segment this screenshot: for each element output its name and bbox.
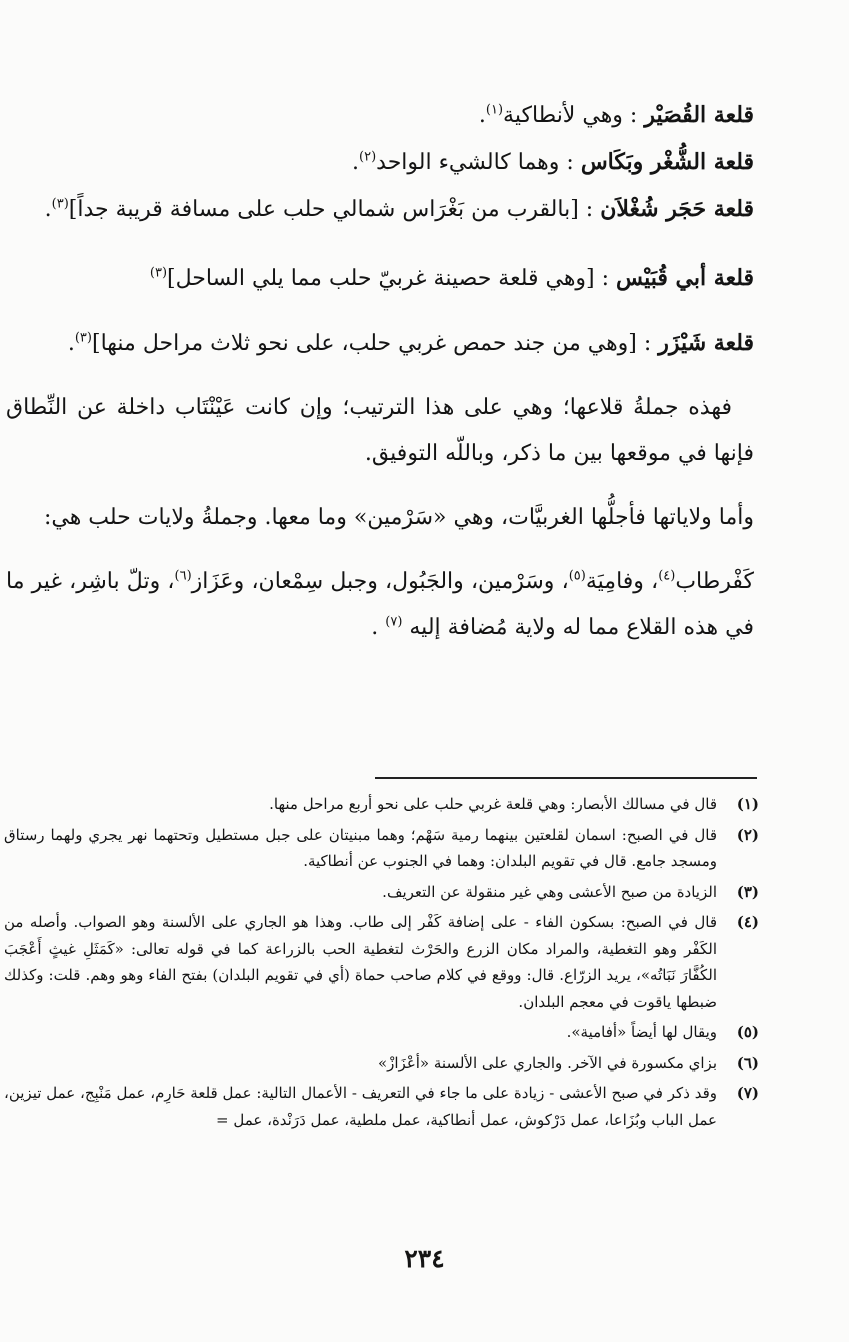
main-text <box>6 92 754 651</box>
punctuation: . <box>478 103 486 128</box>
footnote-item <box>4 1019 759 1046</box>
paragraph-text: : وهي لأنطاكية <box>503 103 638 128</box>
paragraph-text: : [وهي من جند حمص غربي حلب، على نحو ثلاث مراحل منها] <box>91 331 652 356</box>
paragraph-shughr <box>6 139 754 186</box>
footnote-text: الزيادة من صبح الأعشى وهي غير منقولة عن التعريف. <box>382 882 717 901</box>
punctuation: . <box>352 150 359 175</box>
footnote-item <box>4 1080 759 1133</box>
punctuation: . <box>44 197 52 222</box>
footnote-text: بزاي مكسورة في الآخر. والجاري على الألسنة «أعْزَازْ» <box>377 1053 717 1072</box>
footnote-ref: (٣) <box>149 265 168 281</box>
fortress-name: قلعة شَيْزَر <box>658 330 754 356</box>
paragraph-text: فهذه جملةُ قلاعها؛ وهي على هذا الترتيب؛ وإن كانت عَيْنْتَاب داخلة عن النِّطاق فإنها في موقعها بين ما ذكر، وباللّه التوفيق. <box>6 395 754 466</box>
footnote-ref: (١) <box>485 102 504 118</box>
paragraph-text: : [وهي قلعة حصينة غربيّ حلب مما يلي الساحل] <box>167 266 610 291</box>
footnote-text: قال في الصبح: بسكون الفاء - على إضافة كَفْر إلى طاب. وهذا هو الجاري على الألسنة وهو الصواب. وأصله من الكَفْر وهو التغطية، والمراد مكان الزرع والحَرْث لتغطية الحب بالزراعة كما في قوله تعالى: «كَمَثَلِ غيثٍ أَعْجَبَ الكُفَّارَ نَبَاتُه»، يريد الزرّاع. قال: ووقع في كلام صاحب حماة (أي في تقويم البلدان) بفتح الفاء وهو وهم. قلت: وكذلك ضبطها ياقوت في معجم البلدان. <box>4 913 717 1011</box>
footnote-text: ويقال لها أيضاً «أفامية». <box>566 1023 717 1041</box>
footnote-ref: (٢) <box>359 149 377 165</box>
footnote-ref: (٦) <box>174 568 192 584</box>
footnote-text: قال في مسالك الأبصار: وهي قلعة غربي حلب على نحو أربع مراحل منها. <box>269 795 717 813</box>
paragraph-summary <box>6 385 754 477</box>
footnote-number: (٣) <box>736 882 759 901</box>
page-number: ٢٣٤ <box>404 1244 445 1273</box>
paragraph-abi-qubays <box>6 255 754 302</box>
punctuation: . <box>371 615 379 640</box>
footnote-number: (١) <box>736 795 759 813</box>
paragraph-text: ، وتلّ باشِر، غير ما في هذه القلاع مما له ولاية مُضافة إليه <box>6 569 754 640</box>
footnote-number: (٤) <box>736 913 759 931</box>
paragraph-wilayat <box>6 495 754 541</box>
fortress-name: قلعة أبي قُبَيْس <box>616 265 754 291</box>
paragraph-text: : [بالقرب من بَغْرَاس شمالي حلب على مسافة قريبة جداً] <box>68 197 594 222</box>
paragraph-shayzar <box>6 320 754 367</box>
footnote-item <box>4 909 759 1015</box>
paragraph-hajar-shughlan <box>6 186 754 233</box>
footnote-number: (٢) <box>736 825 759 844</box>
footnotes <box>4 791 759 1137</box>
footnote-number: (٦) <box>736 1053 759 1072</box>
punctuation: . <box>67 331 75 356</box>
footnote-item <box>4 822 759 875</box>
footnote-ref: (٣) <box>51 196 69 212</box>
footnote-item <box>4 879 759 906</box>
paragraph-text: وأما ولاياتها فأجلُّها الغربيَّات، وهي «سَرْمين» وما معها. وجملةُ ولايات حلب هي: <box>43 505 754 530</box>
footnote-ref: (٥) <box>568 568 586 584</box>
paragraph-text: ، وفامِيَة <box>585 569 659 594</box>
paragraph-wilayat-list <box>6 559 754 651</box>
fortress-name: قلعة القُصَيْر <box>644 102 754 128</box>
footnote-item <box>4 1050 759 1077</box>
fortress-name: قلعة حَجَر شُغْلاَن <box>600 196 754 222</box>
fortress-name: قلعة الشُّغْر وبَكَاس <box>580 149 754 175</box>
footnote-ref: (٧) <box>385 614 403 630</box>
footnote-item <box>4 791 759 818</box>
footnote-ref: (٣) <box>74 330 92 346</box>
paragraph-text: ، وسَرْمين، والجَبُول، وجبل سِمْعان، وعَزَاز <box>191 569 569 594</box>
footnote-ref: (٤) <box>658 568 676 584</box>
paragraph-text: كَفْرطاب <box>675 569 755 594</box>
paragraph-text: : وهما كالشيء الواحد <box>376 150 574 175</box>
footnote-separator <box>375 777 757 779</box>
paragraph-qusayr <box>6 92 754 139</box>
footnote-number: (٥) <box>736 1023 759 1041</box>
footnote-number: (٧) <box>736 1084 759 1102</box>
footnote-text: قال في الصبح: اسمان لقلعتين بينهما رمية سَهْم؛ وهما مبنيتان على جبل مستطيل وتحتهما نهر يجري ولهما رستاق ومسجد جامع. قال في تقويم البلدان: وهما في الجنوب عن أنطاكية. <box>4 825 717 870</box>
footnote-text: وقد ذكر في صبح الأعشى - زيادة على ما جاء في التعريف - الأعمال التالية: عمل قلعة حَارِم، عمل مَنْبِج، عمل تيزين، عمل الباب وبُزَاعا، عمل دَرْكوش، عمل أنطاكية، عمل ملطية، عمل دَرَنْدة، عمل = <box>4 1084 717 1129</box>
